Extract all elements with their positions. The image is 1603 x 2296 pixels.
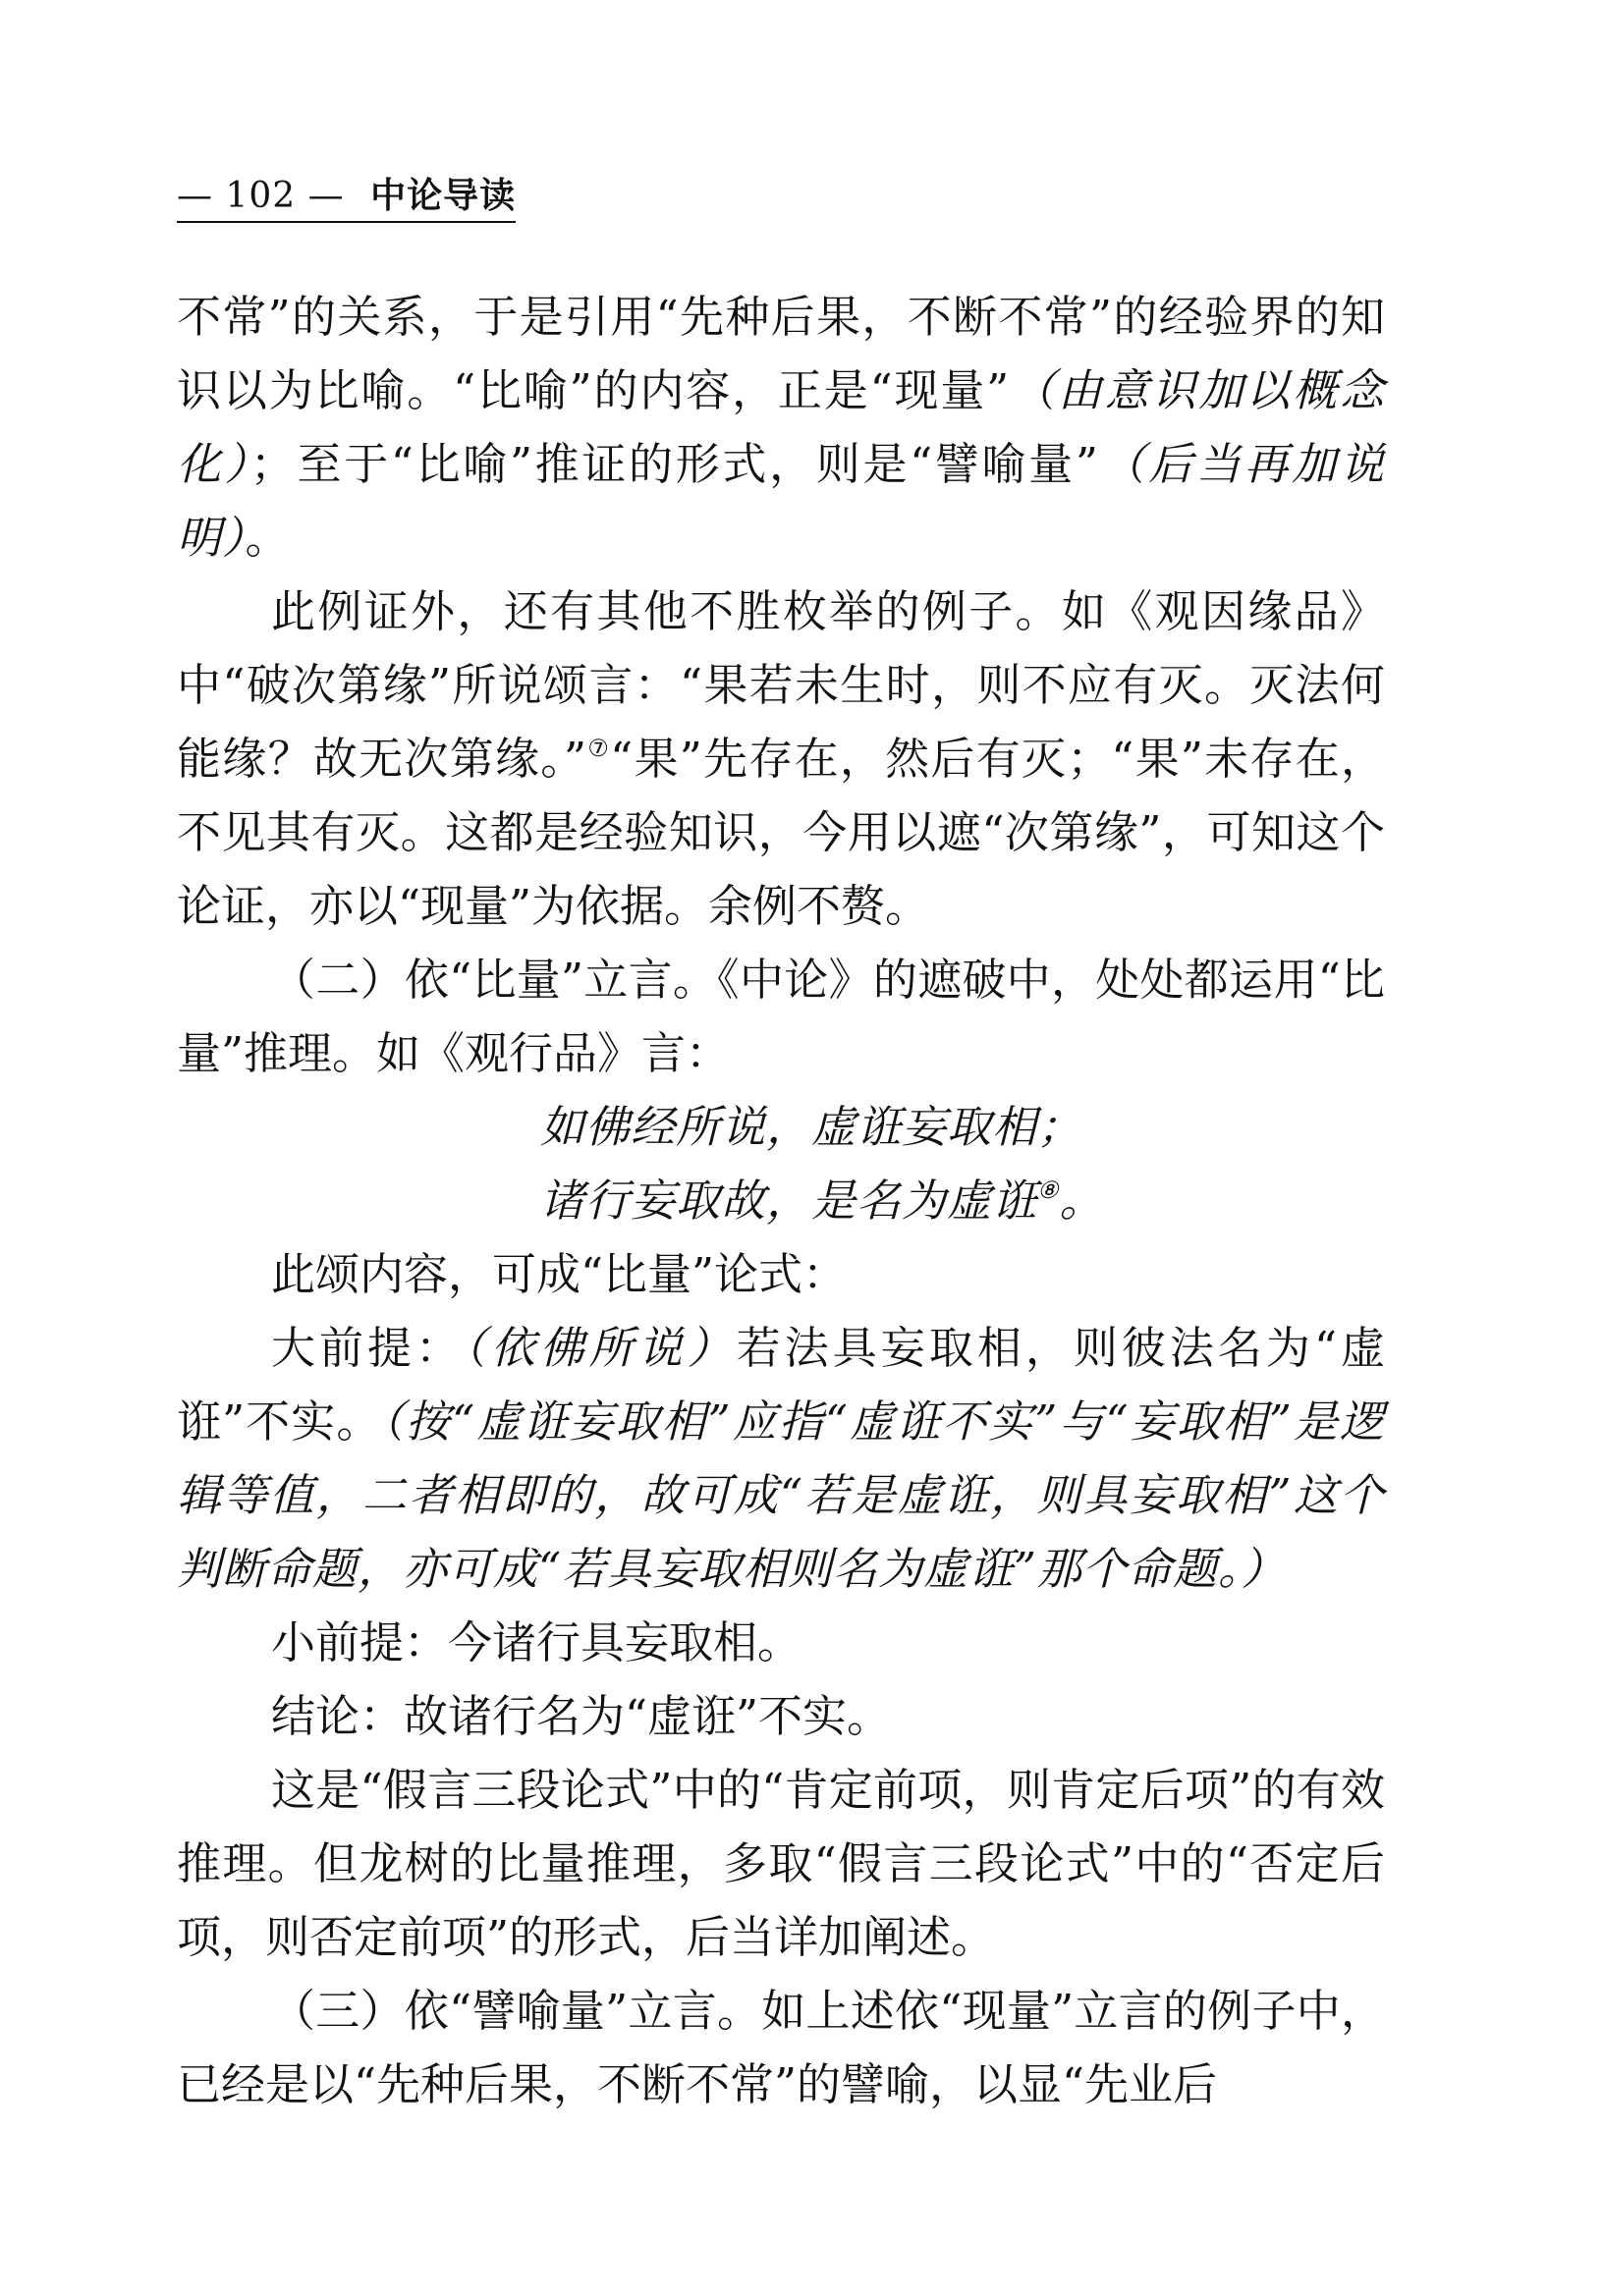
- verse-line-2-end: 。: [1059, 1175, 1105, 1227]
- paragraph-8: 这是“假言三段论式”中的“肯定前项，则肯定后项”的有效推理。但龙树的比量推理，多取“假言三段论式”中的“否定后项，则否定前项”的形式，后当详加阐述。: [177, 1764, 1385, 1963]
- paragraph-2-text-a: 此例证外，还有其他不胜枚举的例子。如《观因缘品》中“破次第缘”所说颂言：“果若未生时，则不应有灭。灭法何能缘？故无次第缘。”: [177, 585, 1385, 785]
- paragraph-7: 结论：故诸行名为“虚诳”不实。: [271, 1690, 892, 1742]
- footnote-marker-7: ⑦: [586, 735, 611, 762]
- paragraph-4: 此颂内容，可成“比量”论式：: [271, 1248, 848, 1300]
- header-rule: [177, 221, 516, 223]
- running-header: [177, 172, 516, 220]
- paragraph-1-text-e: 。: [245, 512, 290, 564]
- paragraph-9: （三）依“譬喻量”立言。如上述依“现量”立言的例子中，已经是以“先种后果，不断不常”的譬喻，以显“先业后: [177, 1985, 1385, 2110]
- body-text: [177, 280, 1385, 2121]
- major-premise-aside: （依佛所说）: [464, 1322, 737, 1374]
- paragraph-2-text-b: “果”先存在，然后有灭；“果”未存在，不见其有灭。这都是经验知识，今用以遮“次第缘”，可知这个论证，亦以“现量”为依据。余例不赘。: [177, 733, 1385, 932]
- page-number: — 102 —: [177, 176, 345, 216]
- paragraph-1-aside-2: （后当再加说明）: [177, 438, 1385, 564]
- verse-line-2-text: 诸行妄取故，是名为虚诳: [540, 1175, 1038, 1227]
- verse-line-2: [177, 1164, 1385, 1237]
- book-title: 中论导读: [370, 175, 517, 216]
- paragraph-5: [177, 1311, 1385, 1606]
- major-premise-label: 大前提：: [271, 1322, 465, 1374]
- paragraph-1: [177, 280, 1385, 574]
- paragraph-1-aside-1: （由意识加以概念化）: [177, 364, 1385, 490]
- paragraph-1-text-c: ；至于“比喻”推证的形式，则是“譬喻量”: [249, 438, 1098, 490]
- paragraph-1-text-a: 不常”的关系，于是引用“先种后果，不断不常”的经验界的知识以为比喻。“比喻”的内容，正是“现量”: [177, 291, 1385, 416]
- paragraph-6: 小前提：今诸行具妄取相。: [271, 1616, 802, 1668]
- verse-line-1: 如佛经所说，虚诳妄取相；: [540, 1101, 1083, 1153]
- major-premise-note: （按“虚诳妄取相”应指“虚诳不实”与“妄取相”是逻辑等值，二者相即的，故可成“若是虚诳，则具妄取相”这个判断命题，亦可成“若具妄取相则名为虚诳”那个命题。）: [177, 1395, 1385, 1595]
- paragraph-2: [177, 574, 1385, 943]
- paragraph-3: （二）依“比量”立言。《中论》的遮破中，处处都运用“比量”推理。如《观行品》言：: [177, 954, 1385, 1079]
- major-premise-text: 若法具妄取相，则彼法名为“虚诳”不实。: [177, 1322, 1385, 1448]
- footnote-marker-8: ⑧: [1037, 1176, 1060, 1204]
